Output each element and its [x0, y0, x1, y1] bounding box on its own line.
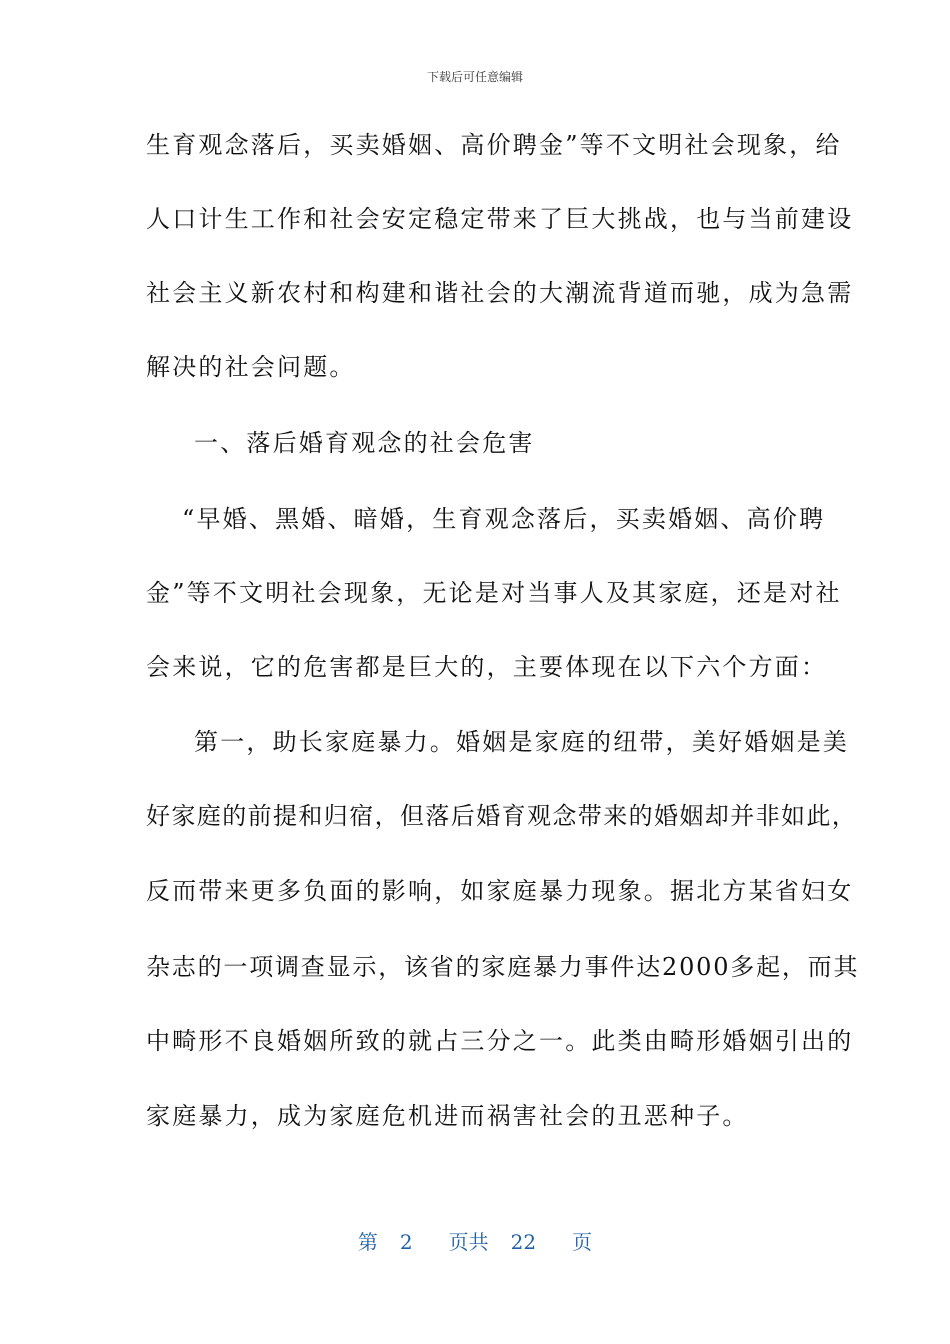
- footer-page-number: 2: [399, 1230, 413, 1254]
- paragraph-line: 反而带来更多负面的影响，如家庭暴力现象。据北方某省妇女: [146, 877, 854, 905]
- footer-middle: 页共: [448, 1230, 489, 1254]
- section-heading: 一、落后婚育观念的社会危害: [194, 429, 535, 457]
- footer-total-pages: 22: [510, 1230, 537, 1254]
- paragraph-line: 金”等不文明社会现象，无论是对当事人及其家庭，还是对社: [146, 579, 842, 607]
- paragraph-line: 杂志的一项调查显示，该省的家庭暴力事件达2000多起，而其: [146, 953, 860, 981]
- paragraph-line: 中畸形不良婚姻所致的就占三分之一。此类由畸形婚姻引出的: [146, 1027, 854, 1055]
- page-header: 下载后可任意编辑: [426, 70, 523, 84]
- footer-prefix: 第: [357, 1230, 378, 1254]
- paragraph-line: 好家庭的前提和归宿，但落后婚育观念带来的婚姻却并非如此，: [146, 802, 858, 830]
- paragraph-line: 第一，助长家庭暴力。婚姻是家庭的纽带，美好婚姻是美: [194, 728, 849, 756]
- paragraph-line: 家庭暴力，成为家庭危机进而祸害社会的丑恶种子。: [146, 1102, 749, 1130]
- paragraph-line: 会来说，它的危害都是巨大的，主要体现在以下六个方面：: [146, 653, 828, 681]
- paragraph-line: 社会主义新农村和构建和谐社会的大潮流背道而驰，成为急需: [146, 279, 854, 307]
- page-footer: [0, 1226, 950, 1255]
- footer-suffix: 页: [572, 1230, 593, 1254]
- paragraph-line: 解决的社会问题。: [146, 353, 356, 381]
- paragraph-line: “早婚、黑婚、暗婚，生育观念落后，买卖婚姻、高价聘: [182, 505, 826, 533]
- paragraph-line: 人口计生工作和社会安定稳定带来了巨大挑战，也与当前建设: [146, 205, 854, 233]
- paragraph-line: 生育观念落后，买卖婚姻、高价聘金”等不文明社会现象，给: [146, 131, 842, 159]
